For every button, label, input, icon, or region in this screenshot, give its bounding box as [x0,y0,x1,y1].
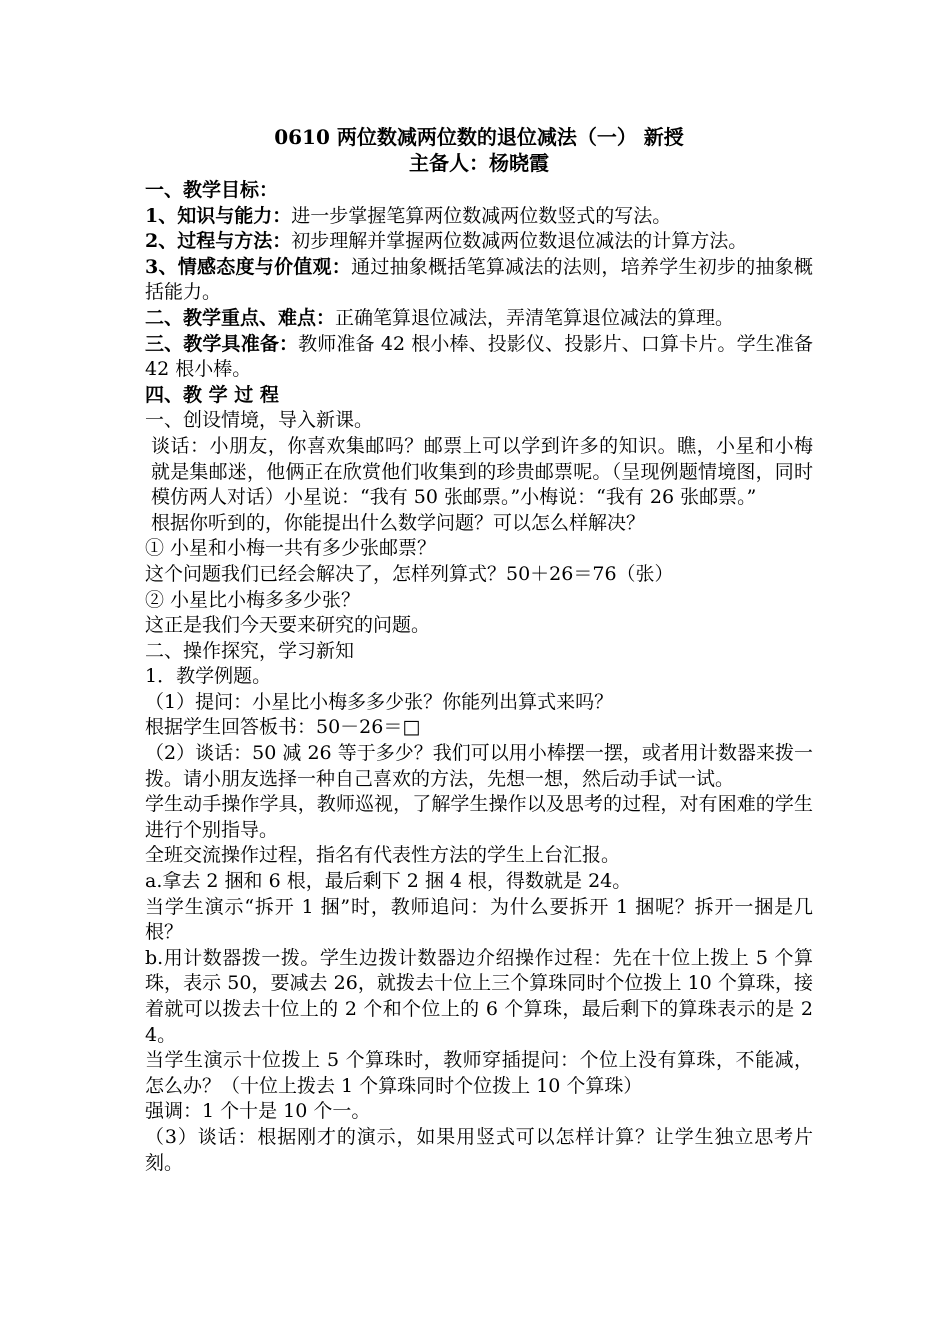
paragraph: （2）谈话：50 减 26 等于多少？我们可以用小棒摆一摆，或者用计数器来拨一拨。请小朋友选择一种自己喜欢的方法，先想一想，然后动手试一试。 [145,742,813,790]
goal-attitude-label: 3、情感态度与价值观： [145,255,352,278]
paragraph: 二、操作探究，学习新知 [145,639,355,662]
paragraph: 这正是我们今天要来研究的问题。 [145,614,431,637]
goal-attitude-text: 通过抽象概括笔算减法的法则，培养学生初步的抽象概括能力。 [145,255,813,304]
materials-label: 三、教学具准备： [145,332,299,355]
paragraph: ② 小星比小梅多多少张？ [145,588,361,611]
goal-knowledge [145,204,813,230]
paragraph: 1．教学例题。 [145,665,272,688]
paragraph: 根据你听到的，你能提出什么数学问题？可以怎么样解决？ [151,511,646,534]
goal-process-text: 初步理解并掌握两位数减两位数退位减法的计算方法。 [291,230,748,253]
goal-knowledge-text: 进一步掌握笔算两位数减两位数竖式的写法。 [291,204,672,227]
paragraph: b.用计数器拨一拨。学生边拨计数器边介绍操作过程：先在十位上拨上 5 个算珠，表示 50，要减去 26，就拨去十位上三个算珠同时个位拨上 10 个算珠，接着就可以拨去十位上的 2 个和个位上的 6 个算珠，最后剩下的算珠表示的是 24。 [145,946,813,1046]
paragraph: 强调：1 个十是 10 个一。 [145,1100,371,1123]
paragraph: 这个问题我们已经会解决了，怎样列算式？50＋26＝76（张） [145,562,674,585]
paragraph: ① 小星和小梅一共有多少张邮票？ [145,537,437,560]
author-line: 主备人：杨晓霞 [409,151,549,175]
paragraph: （3）谈话：根据刚才的演示，如果用竖式可以怎样计算？让学生独立思考片刻。 [145,1125,813,1174]
goal-knowledge-label: 1、知识与能力： [145,204,292,227]
paragraph: 全班交流操作过程，指名有代表性方法的学生上台汇报。 [145,844,621,867]
paragraph: 谈话：小朋友，你喜欢集邮吗？邮票上可以学到许多的知识。瞧，小星和小梅就是集邮迷，他俩正在欣赏他们收集到的珍贵邮票呢。（呈现例题情境图，同时模仿两人对话）小星说：“我有 50 张邮票。”小梅说：“我有 26 张邮票。” [151,434,813,509]
section-materials [145,332,813,383]
paragraph: 当学生演示十位拨上 5 个算珠时，教师穿插提问：个位上没有算珠，不能减，怎么办？（十位上拨去 1 个算珠同时个位拨上 10 个算珠） [145,1049,813,1097]
paragraph: 一、创设情境，导入新课。 [145,409,374,432]
paragraph: 学生动手操作学具，教师巡视，了解学生操作以及思考的过程，对有困难的学生进行个别指导。 [145,793,813,841]
paragraph: （1）提问：小星比小梅多多少张？你能列出算式来吗？ [145,690,614,713]
materials-text: 教师准备 42 根小棒、投影仪、投影片、口算卡片。学生准备 42 根小棒。 [145,332,813,381]
section-heading-goals: 一、教学目标： [145,179,279,201]
key-points-text: 正确笔算退位减法，弄清笔算退位减法的算理。 [335,306,735,329]
paragraph: 当学生演示“拆开 1 捆”时，教师追问：为什么要拆开 1 捆呢？拆开一捆是几根？ [145,895,813,944]
goal-process-label: 2、过程与方法： [145,230,292,253]
section-heading-process: 四、教 学 过 程 [145,383,279,406]
goal-attitude [145,255,813,306]
key-points-label: 二、教学重点、难点： [145,306,336,329]
paragraph: 根据学生回答板书：50－26＝□ [145,716,421,739]
document-title: 0610 两位数减两位数的退位减法（一） 新授 [274,125,684,149]
section-key-points [145,306,813,332]
goal-process [145,229,813,255]
document-page [145,124,813,1176]
paragraph: a.拿去 2 捆和 6 根，最后剩下 2 捆 4 根，得数就是 24。 [145,870,632,893]
